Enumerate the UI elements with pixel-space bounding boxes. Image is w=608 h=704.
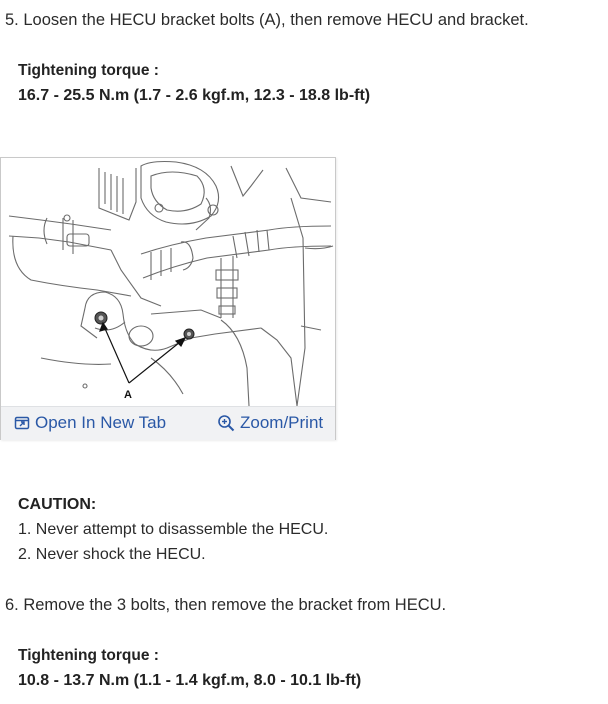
step-6-instruction: 6. Remove the 3 bolts, then remove the bracket from HECU. [5, 596, 447, 614]
caution-item-2: 2. Never shock the HECU. [18, 546, 206, 563]
step-6-torque-label: Tightening torque : [18, 647, 159, 664]
hecu-bracket-figure [0, 157, 336, 440]
step-5-torque-label: Tightening torque : [18, 62, 159, 79]
zoom-print-label: Zoom/Print [240, 413, 324, 432]
caution-title: CAUTION: [18, 496, 97, 513]
open-in-new-tab-label: Open In New Tab [35, 413, 167, 432]
step-6-torque-value: 10.8 - 13.7 N.m (1.1 - 1.4 kgf.m, 8.0 - 10.1 lb-ft) [18, 672, 362, 689]
caution-item-1: 1. Never attempt to disassemble the HECU. [18, 521, 329, 538]
open-in-new-tab-icon [14, 415, 30, 431]
step-5-instruction: 5. Loosen the HECU bracket bolts (A), then remove HECU and bracket. [5, 11, 529, 29]
magnifier-plus-icon [217, 414, 235, 432]
figure-action-bar [1, 406, 335, 440]
step-5-torque-value: 16.7 - 25.5 N.m (1.7 - 2.6 kgf.m, 12.3 - 18.8 lb-ft) [18, 87, 371, 104]
zoom-print-button[interactable] [217, 413, 323, 433]
callout-label-a: A [124, 389, 132, 401]
hecu-bracket-illustration[interactable] [1, 158, 335, 406]
open-in-new-tab-button[interactable] [14, 413, 166, 433]
